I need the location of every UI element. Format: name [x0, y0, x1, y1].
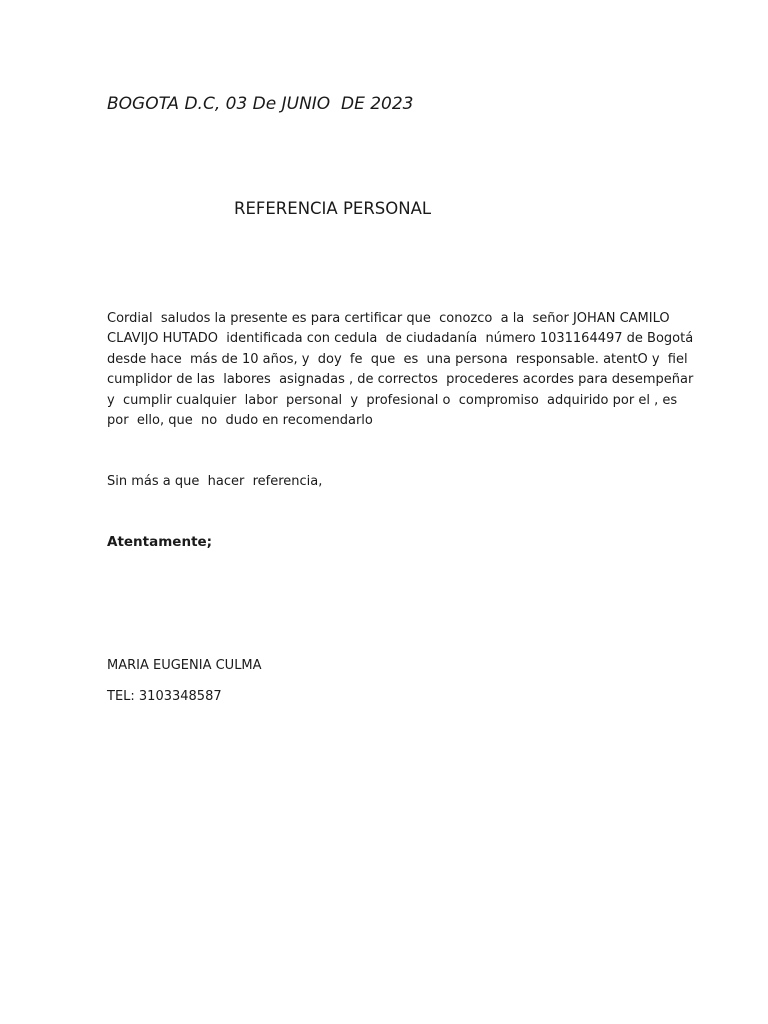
body-line: y cumplir cualquier labor personal y profesional o compromiso adquirido por el , es [107, 392, 678, 408]
date-line: BOGOTA D.C, 03 De JUNIO DE 2023 [107, 94, 414, 114]
closing-line: Sin más a que hacer referencia, [107, 474, 323, 489]
document-title: REFERENCIA PERSONAL [234, 199, 432, 218]
signer-name: MARIA EUGENIA CULMA [107, 658, 262, 673]
body-line: por ello, que no dudo en recomendarlo [107, 413, 373, 429]
body-paragraph [107, 309, 694, 431]
body-line: Cordial saludos la presente es para certificar que conozco a la señor JOHAN CAMILO [107, 311, 670, 326]
body-line: CLAVIJO HUTADO identificada con cedula de ciudadanía número 1031164497 de Bogotá [107, 331, 694, 347]
body-line: desde hace más de 10 años, y doy fe que es una persona responsable. atentO y fiel [107, 351, 688, 367]
regards-line: Atentamente; [107, 534, 213, 550]
body-line: cumplidor de las labores asignadas , de correctos procederes acordes para desempeñar [107, 372, 694, 388]
signer-phone: TEL: 3103348587 [107, 689, 222, 704]
